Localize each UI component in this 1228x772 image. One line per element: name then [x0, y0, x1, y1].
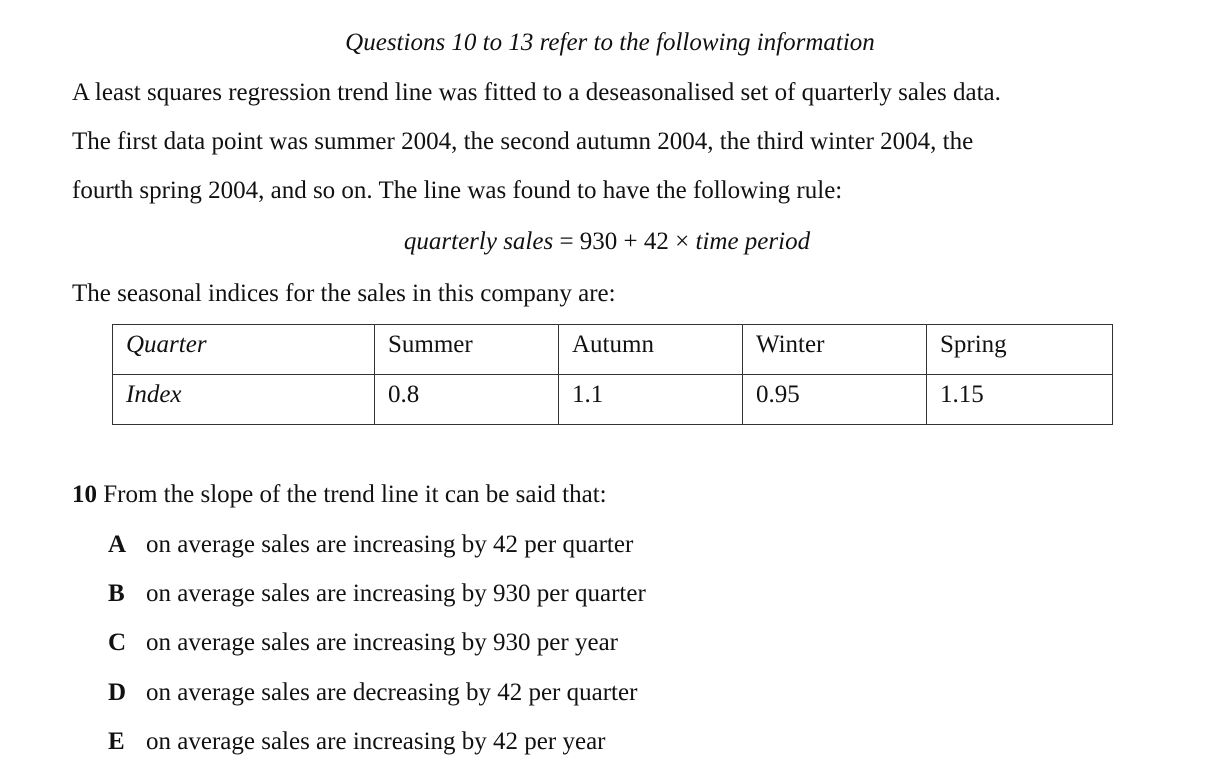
quarter-summer: Summer	[388, 331, 473, 358]
quarter-cell	[927, 325, 1113, 375]
formula-lhs: quarterly sales	[403, 228, 554, 255]
index-summer: 0.8	[388, 381, 420, 408]
option-text: on average sales are decreasing by 42 per quarter	[146, 679, 638, 706]
question-text: From the slope of the trend line it can be said that:	[97, 481, 607, 508]
intro-paragraph-line-2: The first data point was summer 2004, the second autumn 2004, the third winter 2004, the	[72, 128, 974, 155]
row-label-index: Index	[126, 381, 182, 408]
seasonal-indices-intro: The seasonal indices for the sales in this company are:	[72, 280, 616, 307]
index-cell	[559, 375, 743, 425]
answer-option-c[interactable]	[108, 630, 618, 655]
answer-option-e[interactable]	[108, 729, 606, 754]
quarter-cell	[743, 325, 927, 375]
option-letter: B	[108, 580, 125, 607]
option-text: on average sales are increasing by 930 per year	[146, 629, 618, 656]
answer-option-d[interactable]	[108, 680, 637, 705]
answer-option-a[interactable]	[108, 532, 633, 557]
quarter-winter: Winter	[756, 331, 825, 358]
table-row-quarter	[113, 325, 1113, 375]
table-row-index	[113, 375, 1113, 425]
row-label-quarter: Quarter	[126, 331, 207, 358]
quarter-cell	[559, 325, 743, 375]
index-winter: 0.95	[756, 381, 800, 408]
quarter-spring: Spring	[940, 331, 1007, 358]
option-text: on average sales are increasing by 930 per quarter	[146, 580, 646, 607]
option-letter: D	[108, 679, 127, 706]
index-cell	[927, 375, 1113, 425]
option-letter: C	[108, 629, 127, 656]
section-heading: Questions 10 to 13 refer to the following information	[345, 29, 875, 56]
row-label-cell	[113, 375, 375, 425]
formula-rhs: time period	[695, 228, 811, 255]
index-autumn: 1.1	[572, 381, 604, 408]
option-text: on average sales are increasing by 42 per quarter	[146, 531, 634, 558]
row-label-cell	[113, 325, 375, 375]
index-cell	[375, 375, 559, 425]
index-spring: 1.15	[940, 381, 984, 408]
trend-line-formula	[0, 229, 1228, 254]
quarter-cell	[375, 325, 559, 375]
index-cell	[743, 375, 927, 425]
intro-paragraph-line-1: A least squares regression trend line was fitted to a deseasonalised set of quarterly sales data.	[72, 79, 1001, 106]
option-letter: A	[108, 531, 127, 558]
option-letter: E	[108, 728, 125, 755]
quarter-autumn: Autumn	[572, 331, 654, 358]
answer-option-b[interactable]	[108, 581, 646, 606]
intro-paragraph-line-3: fourth spring 2004, and so on. The line was found to have the following rule:	[72, 177, 843, 204]
question-stem	[72, 482, 607, 507]
formula-middle: = 930 + 42 ×	[553, 228, 696, 255]
seasonal-indices-table	[112, 324, 1113, 425]
option-text: on average sales are increasing by 42 per year	[146, 728, 606, 755]
question-number: 10	[72, 481, 97, 508]
